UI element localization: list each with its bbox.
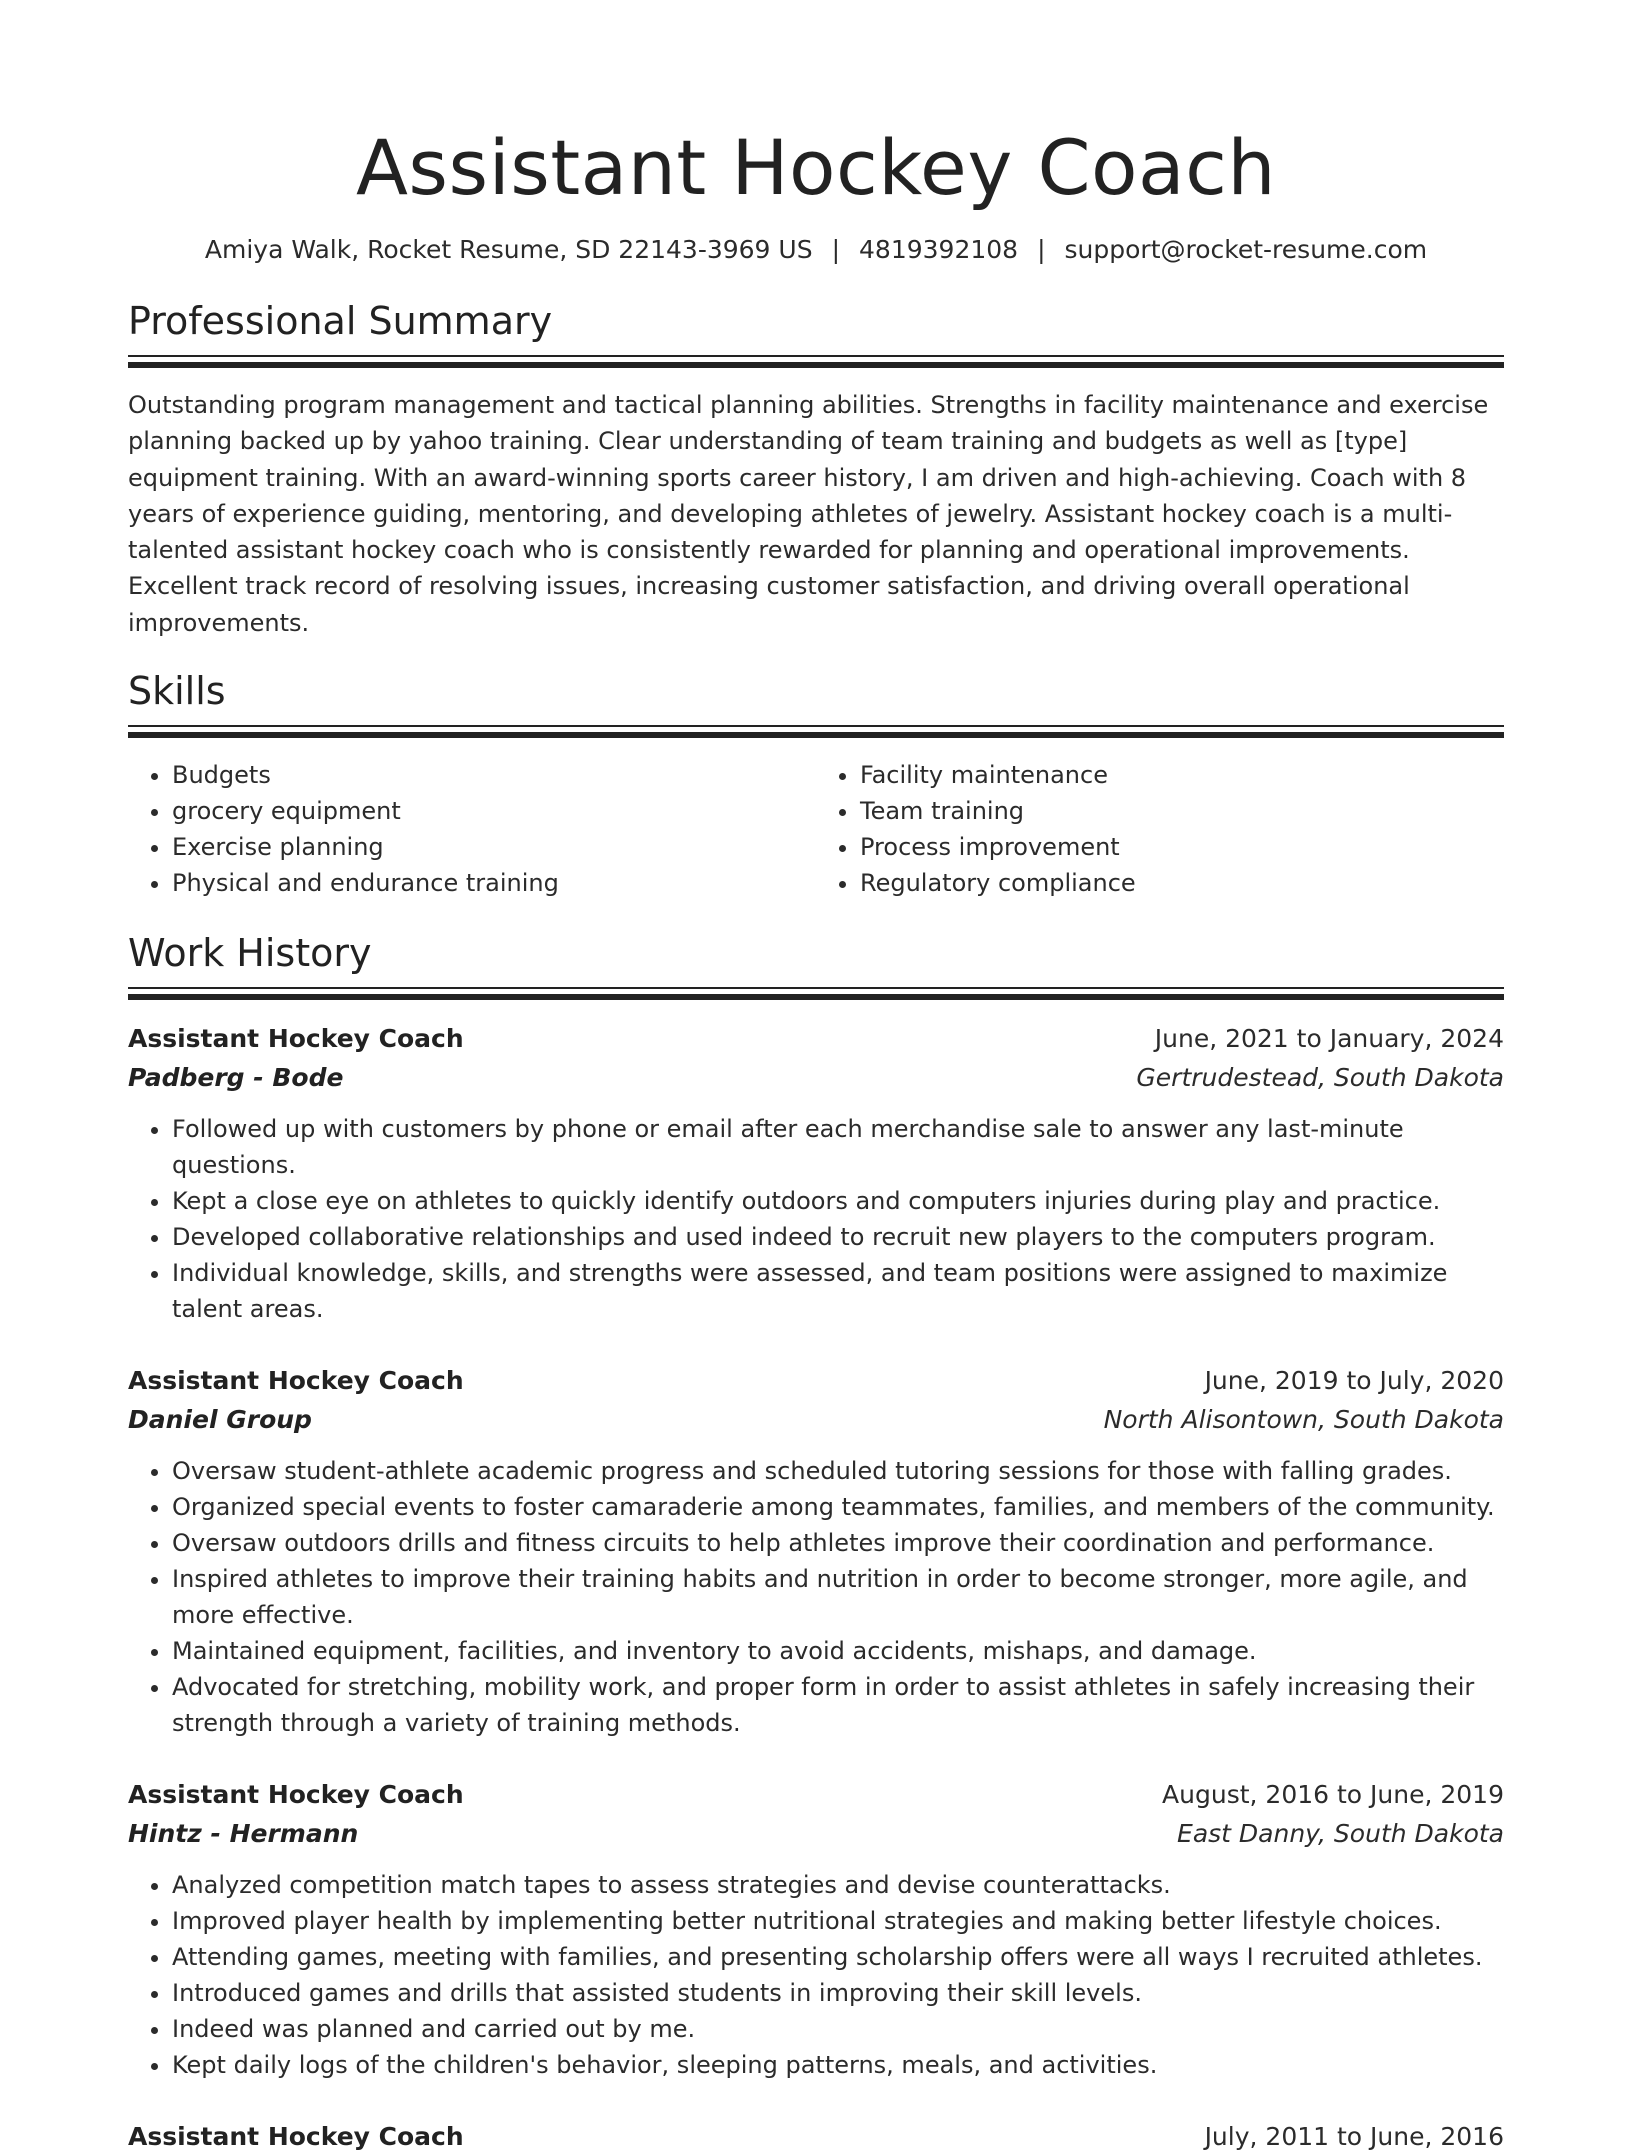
job-title: Assistant Hockey Coach <box>128 1366 464 1396</box>
job-bullet: • Maintained equipment, facilities, and inventory to avoid accidents, mishaps, and damage. <box>172 1633 1504 1669</box>
page-title: Assistant Hockey Coach <box>355 123 1277 212</box>
section-divider <box>128 355 1504 369</box>
job-location: Gertrudestead, South Dakota <box>1136 1063 1504 1093</box>
job-bullet: • Oversaw outdoors drills and fitness circuits to help athletes improve their coordination and performance. <box>172 1525 1504 1561</box>
job-header-row <box>128 1019 1504 1058</box>
job-bullet: • Inspired athletes to improve their training habits and nutrition in order to become stronger, more agile, and more effective. <box>172 1561 1504 1633</box>
job-company-row <box>128 1814 1504 1853</box>
job-header-row <box>128 1361 1504 1400</box>
job-bullet: • Organized special events to foster camaraderie among teammates, families, and members of the community. <box>172 1489 1504 1525</box>
contact-phone: 4819392108 <box>859 235 1019 264</box>
skill-item: • Exercise planning <box>172 829 816 865</box>
job-entry <box>128 1775 1504 2083</box>
job-bullet: • Analyzed competition match tapes to assess strategies and devise counterattacks. <box>172 1867 1504 1903</box>
job-bullet: • Indeed was planned and carried out by me. <box>172 2011 1504 2047</box>
skills-grid <box>128 757 1504 901</box>
job-company-row <box>128 1058 1504 1097</box>
job-title: Assistant Hockey Coach <box>128 1024 464 1054</box>
section-divider <box>128 987 1504 1001</box>
job-bullet: • Kept daily logs of the children's behavior, sleeping patterns, meals, and activities. <box>172 2047 1504 2083</box>
section-divider <box>128 725 1504 739</box>
job-dates: August, 2016 to June, 2019 <box>1162 1780 1504 1810</box>
contact-separator: | <box>1037 235 1046 264</box>
skill-item: • grocery equipment <box>172 793 816 829</box>
skill-item: • Team training <box>860 793 1504 829</box>
job-title: Assistant Hockey Coach <box>128 1780 464 1810</box>
skill-item: • Physical and endurance training <box>172 865 816 901</box>
job-company: Padberg - Bode <box>128 1063 344 1093</box>
job-bullet: • Individual knowledge, skills, and strengths were assessed, and team positions were assigned to maximize talent areas. <box>172 1255 1504 1327</box>
skill-item: • Regulatory compliance <box>860 865 1504 901</box>
job-bullet: • Developed collaborative relationships and used indeed to recruit new players to the computers program. <box>172 1219 1504 1255</box>
job-header-row <box>128 1775 1504 1814</box>
job-company-row <box>128 1400 1504 1439</box>
job-bullet: • Improved player health by implementing better nutritional strategies and making better lifestyle choices. <box>172 1903 1504 1939</box>
job-company: Hintz - Hermann <box>128 1819 359 1849</box>
summary-text: Outstanding program management and tactical planning abilities. Strengths in facility maintenance and exercise planning backed up by yahoo training. Clear understanding of team training and budgets as well as [type] equipment training. With an award-winning sports career history, I am driven and high-achieving. Coach with 8 years of experience guiding, mentoring, and developing athletes of jewelry. Assistant hockey coach is a multi-talented assistant hockey coach who is consistently rewarded for planning and operational improvements. Excellent track record of resolving issues, increasing customer satisfaction, and driving overall operational improvements. <box>128 391 1489 637</box>
job-bullets <box>128 1867 1504 2083</box>
skills-list-right <box>816 757 1504 901</box>
job-dates: June, 2019 to July, 2020 <box>1204 1366 1504 1396</box>
job-bullets <box>128 1453 1504 1741</box>
job-bullet: • Introduced games and drills that assisted students in improving their skill levels. <box>172 1975 1504 2011</box>
job-bullets <box>128 1111 1504 1327</box>
job-entry <box>128 1019 1504 1327</box>
job-bullet: • Followed up with customers by phone or email after each merchandise sale to answer any last-minute questions. <box>172 1111 1504 1183</box>
work-history-section <box>128 931 1504 2156</box>
contact-separator: | <box>831 235 841 264</box>
skills-list-left <box>128 757 816 901</box>
section-heading: Professional Summary <box>128 299 553 343</box>
job-dates: July, 2011 to June, 2016 <box>1204 2122 1504 2152</box>
job-company: Daniel Group <box>128 1405 312 1435</box>
contact-line <box>128 233 1504 267</box>
skill-item: • Budgets <box>172 757 816 793</box>
job-dates: June, 2021 to January, 2024 <box>1154 1024 1504 1054</box>
job-location: East Danny, South Dakota <box>1177 1819 1504 1849</box>
skill-item: • Process improvement <box>860 829 1504 865</box>
job-title: Assistant Hockey Coach <box>128 2122 464 2152</box>
job-bullet: • Kept a close eye on athletes to quickly identify outdoors and computers injuries during play and practice. <box>172 1183 1504 1219</box>
job-header-row <box>128 2117 1504 2156</box>
contact-email: support@rocket-resume.com <box>1064 235 1428 264</box>
job-bullet: • Oversaw student-athlete academic progress and scheduled tutoring sessions for those with falling grades. <box>172 1453 1504 1489</box>
skill-item: • Facility maintenance <box>860 757 1504 793</box>
resume-page <box>128 0 1504 2156</box>
job-bullet: • Advocated for stretching, mobility work, and proper form in order to assist athletes in safely increasing their strength through a variety of training methods. <box>172 1669 1504 1741</box>
section-heading: Work History <box>128 931 372 976</box>
job-location: North Alisontown, South Dakota <box>1103 1405 1504 1435</box>
section-heading: Skills <box>128 669 226 714</box>
job-bullet: • Attending games, meeting with families, and presenting scholarship offers were all ways I recruited athletes. <box>172 1939 1504 1975</box>
contact-address: Amiya Walk, Rocket Resume, SD 22143-3969 US <box>204 235 813 264</box>
job-entry <box>128 1361 1504 1741</box>
professional-summary-section <box>128 299 1504 641</box>
skills-section <box>128 669 1504 901</box>
job-entry <box>128 2117 1504 2156</box>
